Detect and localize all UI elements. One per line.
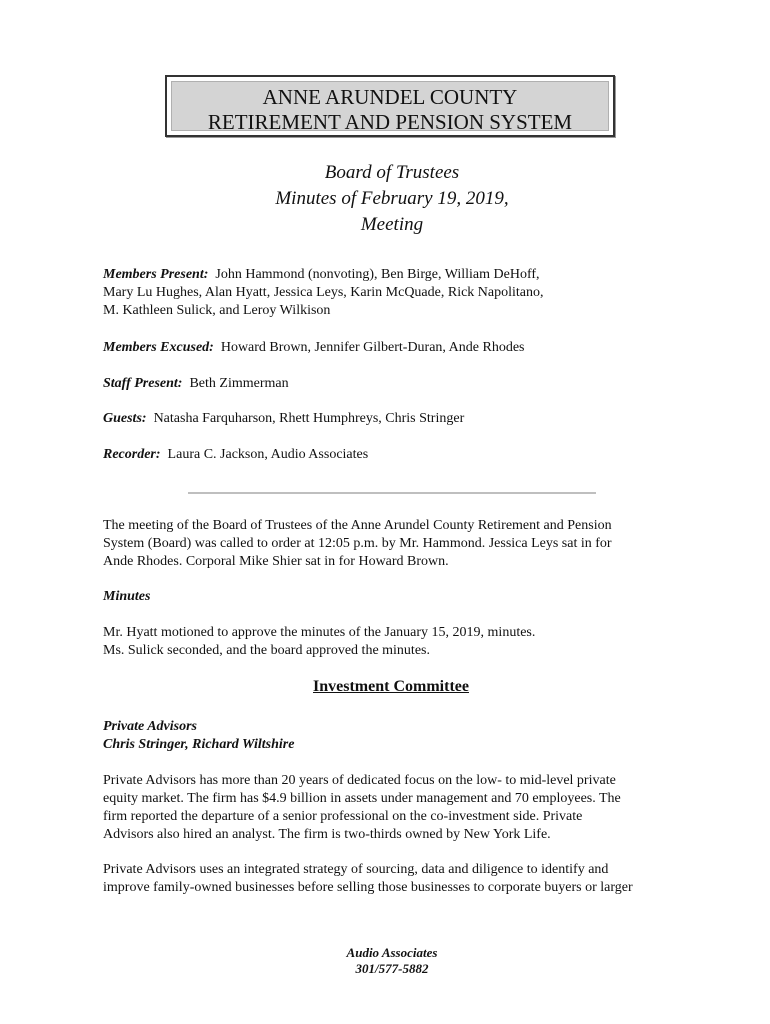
advisor-heading-line-2: Chris Stringer, Richard Wiltshire (103, 737, 295, 752)
title-line-2: RETIREMENT AND PENSION SYSTEM (207, 110, 573, 134)
minutes-paragraph (103, 624, 683, 660)
subtitle-line-1: Board of Trustees (324, 162, 460, 183)
advisor-p1-line-2: equity market. The firm has $4.9 billion in assets under management and 70 employees. The (103, 791, 621, 806)
members-present-label: Members Present: (103, 267, 209, 282)
subtitle-line-2: Minutes of February 19, 2019, (275, 188, 509, 209)
meeting-paragraph (103, 517, 683, 571)
minutes-line-2: Ms. Sulick seconded, and the board approved the minutes. (103, 643, 430, 658)
members-present-line-1: John Hammond (nonvoting), Ben Birge, William DeHoff, (215, 267, 540, 282)
members-present (103, 266, 683, 320)
section-divider (188, 492, 596, 494)
meeting-line-3: Ande Rhodes. Corporal Mike Shier sat in for Howard Brown. (103, 554, 449, 569)
title-box (165, 75, 615, 137)
advisor-p1-line-3: firm reported the departure of a senior professional on the co-investment side. Private (103, 809, 583, 824)
meeting-line-1: The meeting of the Board of Trustees of the Anne Arundel County Retirement and Pension (103, 518, 612, 533)
footer-line-1: Audio Associates (346, 945, 438, 960)
guests (103, 410, 683, 428)
members-excused-names: Howard Brown, Jennifer Gilbert-Duran, Ande Rhodes (220, 340, 525, 355)
private-advisors-heading (103, 718, 683, 754)
title-line-1: ANNE ARUNDEL COUNTY (262, 85, 518, 109)
meeting-line-2: System (Board) was called to order at 12:05 p.m. by Mr. Hammond. Jessica Leys sat in for (103, 536, 612, 551)
members-present-line-3: M. Kathleen Sulick, and Leroy Wilkison (103, 303, 331, 318)
recorder (103, 446, 683, 464)
subtitle-line-3: Meeting (360, 214, 424, 235)
guests-names: Natasha Farquharson, Rhett Humphreys, Chris Stringer (153, 411, 465, 426)
advisor-p1-line-1: Private Advisors has more than 20 years of dedicated focus on the low- to mid-level private (103, 773, 616, 788)
recorder-label: Recorder: (103, 447, 161, 462)
page-footer (7, 945, 770, 977)
footer-line-2: 301/577-5882 (355, 961, 429, 976)
minutes-heading: Minutes (103, 589, 151, 604)
members-excused (103, 339, 683, 357)
staff-present-label: Staff Present: (103, 376, 183, 391)
advisor-p2-line-2: improve family-owned businesses before selling those businesses to corporate buyers or larger (103, 880, 633, 895)
minutes-line-1: Mr. Hyatt motioned to approve the minutes of the January 15, 2019, minutes. (103, 625, 536, 640)
staff-present (103, 375, 683, 393)
document-subtitle (7, 160, 770, 238)
members-excused-label: Members Excused: (103, 340, 214, 355)
recorder-name: Laura C. Jackson, Audio Associates (167, 447, 369, 462)
members-present-line-2: Mary Lu Hughes, Alan Hyatt, Jessica Leys, Karin McQuade, Rick Napolitano, (103, 285, 544, 300)
private-advisors-paragraph-2 (103, 861, 683, 897)
title-box-inner (171, 81, 609, 134)
guests-label: Guests: (103, 411, 147, 426)
advisor-p2-line-1: Private Advisors uses an integrated strategy of sourcing, data and diligence to identify and (103, 862, 609, 877)
advisor-heading-line-1: Private Advisors (103, 719, 197, 734)
investment-committee-heading: Investment Committee (313, 678, 469, 695)
private-advisors-paragraph-1 (103, 772, 683, 844)
staff-present-names: Beth Zimmerman (189, 376, 289, 391)
advisor-p1-line-4: Advisors also hired an analyst. The firm is two-thirds owned by New York Life. (103, 827, 551, 842)
